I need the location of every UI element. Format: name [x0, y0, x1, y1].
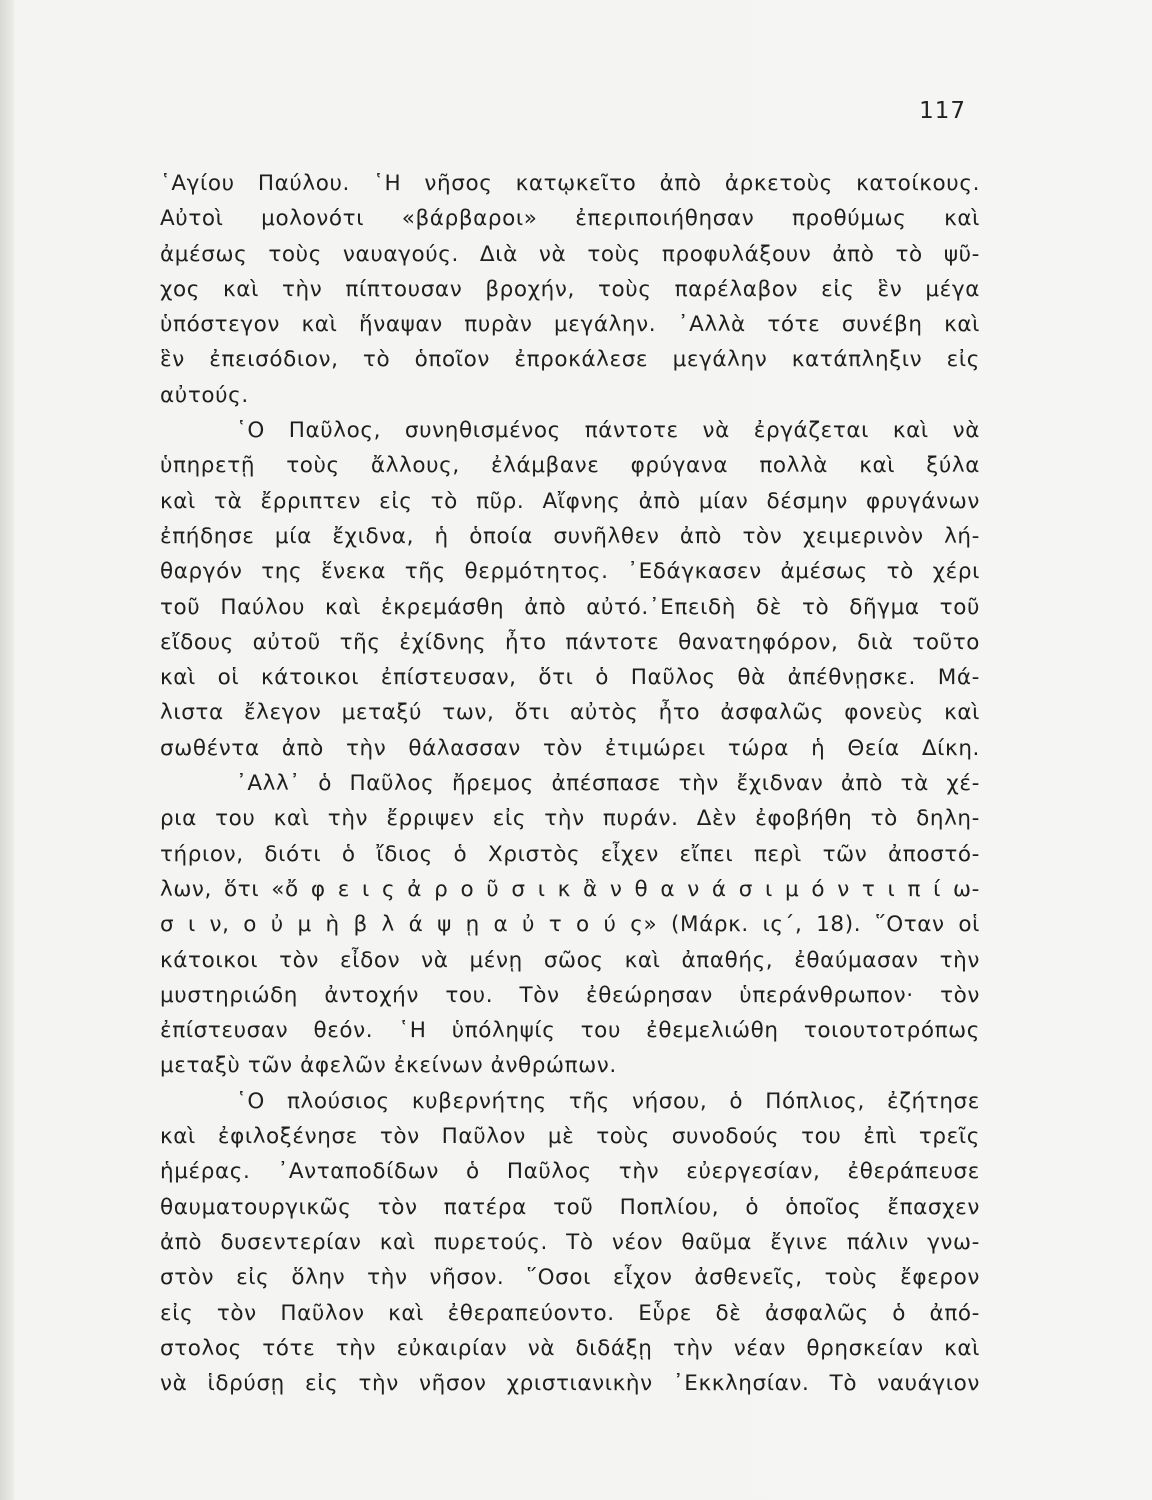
text-line: λιστα ἔλεγον μεταξύ των, ὅτι αὐτὸς ἦτο ἀσφαλῶς φονεὺς καὶ: [160, 700, 980, 726]
text-line: ἐπίστευσαν θεόν. ῾Η ὑπόληψίς του ἐθεμελιώθη τοιουτοτρόπως: [160, 1018, 980, 1044]
text-line: καὶ οἱ κάτοικοι ἐπίστευσαν, ὅτι ὁ Παῦλος θὰ ἀπέθνῃσκε. Μά-: [160, 665, 980, 691]
text-line: ὑπηρετῇ τοὺς ἄλλους, ἐλάμβανε φρύγανα πολλὰ καὶ ξύλα: [160, 453, 980, 479]
text-line: καὶ τὰ ἔρριπτεν εἰς τὸ πῦρ. Αἴφνης ἀπὸ μίαν δέσμην φρυγάνων: [160, 488, 980, 514]
text-line: στὸν εἰς ὅλην τὴν νῆσον. ῞Οσοι εἶχον ἀσθενεῖς, τοὺς ἔφερον: [160, 1265, 980, 1291]
text-line: αὐτούς.: [160, 382, 249, 408]
text-line: ρια του καὶ τὴν ἔρριψεν εἰς τὴν πυράν. Δὲν ἐφοβήθη τὸ δηλη-: [160, 806, 980, 832]
text-line: στολος τότε τὴν εὐκαιρίαν νὰ διδάξῃ τὴν νέαν θρησκείαν καὶ: [160, 1335, 980, 1361]
body-text: [160, 166, 980, 1401]
text-line: εἰς τὸν Παῦλον καὶ ἐθεραπεύοντο. Εὗρε δὲ ἀσφαλῶς ὁ ἀπό-: [160, 1300, 980, 1326]
text-line: τοῦ Παύλου καὶ ἐκρεμάσθη ἀπὸ αὐτό.᾿Επειδὴ δὲ τὸ δῆγμα τοῦ: [160, 594, 980, 620]
text-line: σωθέντα ἀπὸ τὴν θάλασσαν τὸν ἐτιμώρει τώρα ἡ Θεία Δίκη.: [160, 735, 980, 761]
text-line: ἀμέσως τοὺς ναυαγούς. Διὰ νὰ τοὺς προφυλάξουν ἀπὸ τὸ ψῦ-: [160, 241, 980, 267]
text-line: ἓν ἐπεισόδιον, τὸ ὁποῖον ἐπροκάλεσε μεγάλην κατάπληξιν εἰς: [160, 347, 980, 373]
text-line: λων, ὅτι «ὄ φ ε ι ς ἀ ρ ο ῦ σ ι κ ἂ ν θ α ν ά σ ι μ ό ν τ ι π ί ω-: [160, 876, 980, 902]
text-line: κάτοικοι τὸν εἶδον νὰ μένῃ σῶος καὶ ἀπαθής, ἐθαύμασαν τὴν: [160, 947, 980, 973]
text-line: νὰ ἱδρύσῃ εἰς τὴν νῆσον χριστιανικὴν ᾿Εκκλησίαν. Τὸ ναυάγιον: [160, 1371, 980, 1397]
binding-edge: [0, 0, 14, 1500]
text-line: Αὐτοὶ μολονότι «βάρβαροι» ἐπεριποιήθησαν προθύμως καὶ: [160, 206, 980, 232]
text-line: θαργόν της ἕνεκα τῆς θερμότητος. ᾿Εδάγκασεν ἀμέσως τὸ χέρι: [160, 559, 980, 585]
text-line: τήριον, διότι ὁ ἴδιος ὁ Χριστὸς εἶχεν εἴπει περὶ τῶν ἀποστό-: [160, 841, 980, 867]
text-line: ῾Αγίου Παύλου. ῾Η νῆσος κατῳκεῖτο ἀπὸ ἀρκετοὺς κατοίκους.: [160, 171, 980, 196]
text-line: μεταξὺ τῶν ἀφελῶν ἐκείνων ἀνθρώπων.: [160, 1053, 617, 1079]
text-line: ᾿Αλλ᾿ ὁ Παῦλος ἤρεμος ἀπέσπασε τὴν ἔχιδναν ἀπὸ τὰ χέ-: [236, 771, 980, 797]
text-line: ἀπὸ δυσεντερίαν καὶ πυρετούς. Τὸ νέον θαῦμα ἔγινε πάλιν γνω-: [160, 1229, 980, 1255]
text-line: σ ι ν, ο ὐ μ ὴ β λ ά ψ ῃ α ὐ τ ο ύ ς» (Μάρκ. ις΄, 18). ῞Οταν οἱ: [160, 912, 980, 938]
text-line: ἡμέρας. ᾿Ανταποδίδων ὁ Παῦλος τὴν εὐεργεσίαν, ἐθεράπευσε: [160, 1159, 980, 1185]
text-line: ῾Ο πλούσιος κυβερνήτης τῆς νήσου, ὁ Πόπλιος, ἐζήτησε: [236, 1088, 980, 1114]
text-line: χος καὶ τὴν πίπτουσαν βροχήν, τοὺς παρέλαβον εἰς ἓν μέγα: [160, 276, 980, 302]
text-line: ἐπήδησε μία ἔχιδνα, ἡ ὁποία συνῆλθεν ἀπὸ τὸν χειμερινὸν λή-: [160, 523, 980, 549]
text-line: ῾Ο Παῦλος, συνηθισμένος πάντοτε νὰ ἐργάζεται καὶ νὰ: [236, 418, 980, 444]
page-number: 117: [919, 98, 966, 124]
text-line: καὶ ἐφιλοξένησε τὸν Παῦλον μὲ τοὺς συνοδούς του ἐπὶ τρεῖς: [160, 1124, 980, 1150]
text-line: ὑπόστεγον καὶ ἥναψαν πυρὰν μεγάλην. ᾿Αλλὰ τότε συνέβη καὶ: [160, 312, 980, 338]
text-line: θαυματουργικῶς τὸν πατέρα τοῦ Ποπλίου, ὁ ὁποῖος ἔπασχεν: [160, 1194, 980, 1220]
text-line: εἴδους αὐτοῦ τῆς ἐχίδνης ἦτο πάντοτε θανατηφόρον, διὰ τοῦτο: [160, 629, 980, 655]
text-line: μυστηριώδη ἀντοχήν του. Τὸν ἐθεώρησαν ὑπεράνθρωπον· τὸν: [160, 982, 980, 1008]
